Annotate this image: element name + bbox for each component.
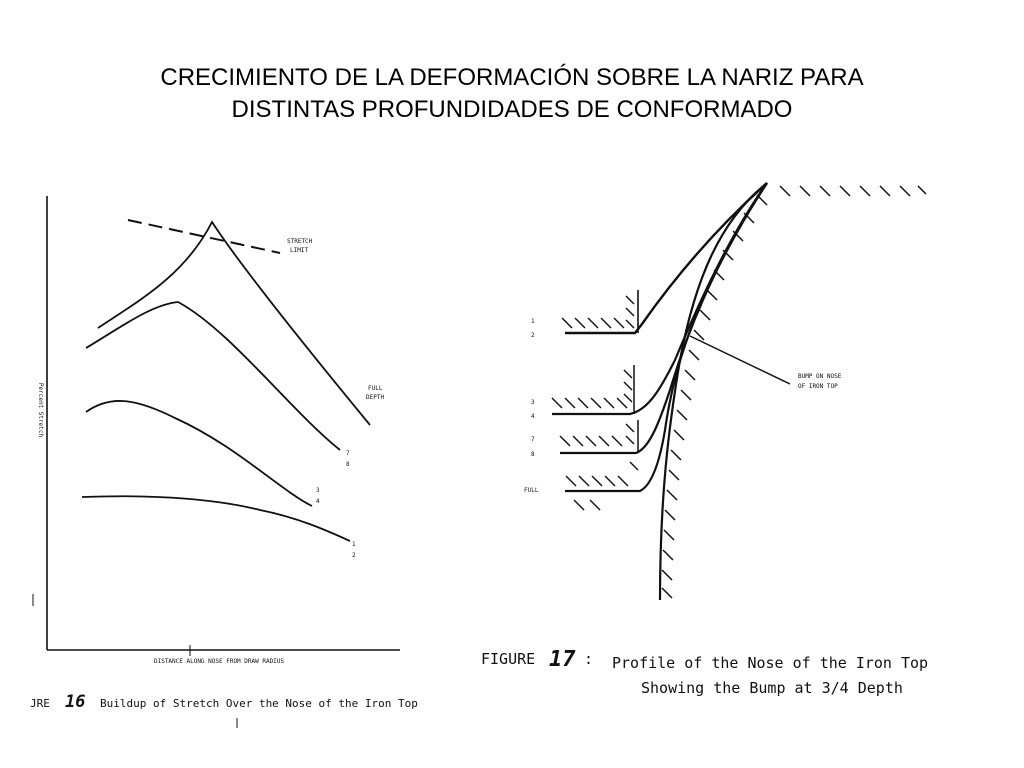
fig16-curve-1-2 xyxy=(82,496,350,541)
fig16-curve-7-8-num: 7 xyxy=(346,450,350,457)
fig16-curve-full-depth xyxy=(98,222,370,425)
fig16-curve-3-4-num: 3 xyxy=(316,487,320,494)
fig16-stretch-limit-label-1: STRETCH xyxy=(287,238,313,245)
fig17-depth-7-8-den: 8 xyxy=(531,451,535,458)
fig17-profile-7-8 xyxy=(560,183,767,453)
fig16-curve-3-4-den: 4 xyxy=(316,498,320,505)
fig17-nose-surface xyxy=(660,183,767,600)
fig16-curve-1-2-num: 1 xyxy=(352,541,356,548)
fig17-bump-label-1: BUMP ON NOSE xyxy=(798,373,842,380)
fig16-caption-text: Buildup of Stretch Over the Nose of the Iron Top xyxy=(100,697,418,710)
fig16-x-axis-label: DISTANCE ALONG NOSE FROM DRAW RADIUS xyxy=(153,658,285,665)
fig16-curve-7-8-den: 8 xyxy=(346,461,350,468)
fig16-curve-7-8 xyxy=(86,302,340,450)
fig17-caption-colon: : xyxy=(584,650,594,668)
fig17-profile-1-2 xyxy=(565,183,767,333)
figure-16 xyxy=(30,196,418,728)
slide-title-line-2: DISTINTAS PROFUNDIDADES DE CONFORMADO xyxy=(231,96,793,123)
fig17-caption-word: FIGURE xyxy=(481,650,536,668)
figure-17 xyxy=(481,183,928,697)
fig17-depth-full: FULL xyxy=(524,487,539,494)
fig16-curve-3-4 xyxy=(86,401,312,506)
slide-title-line-1: CRECIMIENTO DE LA DEFORMACIÓN SOBRE LA NARIZ PARA xyxy=(160,64,864,91)
fig17-caption-number: 17 xyxy=(549,647,576,672)
fig17-depth-3-4-den: 4 xyxy=(531,413,535,420)
fig16-y-axis-label: Percent Stretch xyxy=(37,382,44,438)
fig17-depth-1-2-num: 1 xyxy=(531,318,535,325)
fig16-caption-number: 16 xyxy=(65,692,86,712)
fig17-hatching-7-8 xyxy=(560,424,634,446)
fig17-hatching-full xyxy=(566,462,638,510)
fig17-depth-7-8-num: 7 xyxy=(531,436,535,443)
fig16-curve-1-2-den: 2 xyxy=(352,552,356,559)
fig16-stretch-limit-label-2: LIMIT xyxy=(290,247,309,254)
fig17-hatching-3-4 xyxy=(552,370,632,408)
fig17-caption-line-1: Profile of the Nose of the Iron Top xyxy=(612,654,929,672)
fig16-full-depth-label-2: DEPTH xyxy=(366,394,385,401)
fig16-full-depth-label-1: FULL xyxy=(368,385,383,392)
fig17-depth-3-4-num: 3 xyxy=(531,399,535,406)
fig17-caption-line-2: Showing the Bump at 3/4 Depth xyxy=(641,679,903,697)
fig17-depth-1-2-den: 2 xyxy=(531,332,535,339)
fig17-bump-label-2: OF IRON TOP xyxy=(798,383,838,390)
fig17-hatching-1-2 xyxy=(562,296,634,328)
fig16-caption-prefix: JRE xyxy=(30,697,50,710)
fig17-bump-leader-line xyxy=(690,336,790,384)
